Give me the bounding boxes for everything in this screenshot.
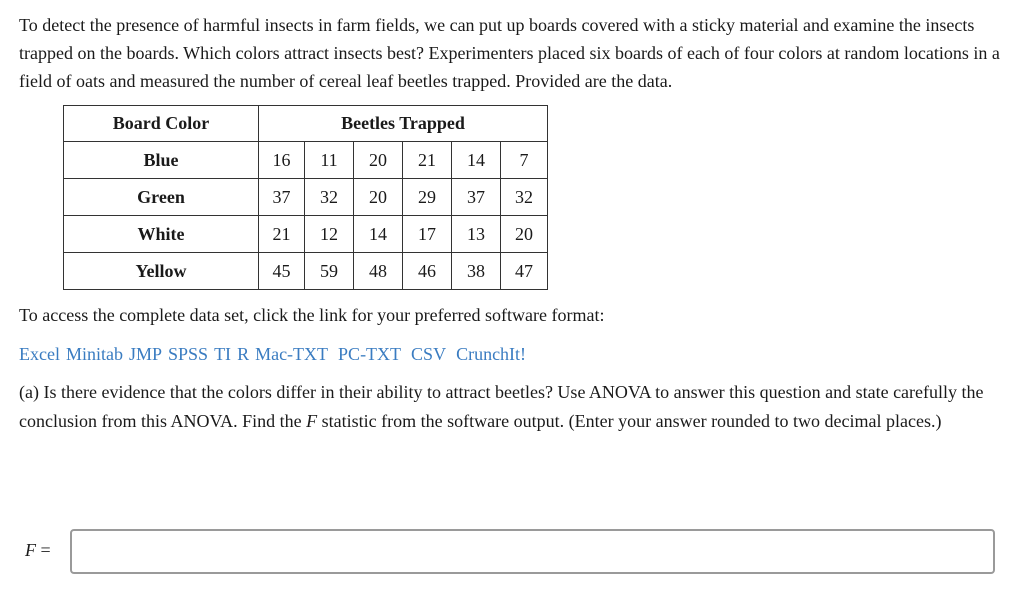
table-cell: 37 [259,179,305,216]
table-cell: 32 [305,179,354,216]
link-jmp[interactable]: JMP [128,344,163,364]
table-cell: 11 [305,142,354,179]
table-cell: 13 [452,216,501,253]
table-cell: 17 [403,216,452,253]
problem-intro: To detect the presence of harmful insects in farm fields, we can put up boards covered with a sticky material and examine the insects trapped on the boards. Which colors attract insects best? Experimenters placed six boards of each of four colors at random locations in a field of oats and measured the number of cereal leaf beetles trapped. Provided are the data. [19,15,1000,91]
link-mac-txt[interactable]: Mac-TXT [255,344,329,364]
table-cell: 16 [259,142,305,179]
table-cell: 21 [259,216,305,253]
beetle-data-table [63,105,548,290]
f-statistic-input[interactable] [70,529,995,574]
link-ti[interactable]: TI [214,344,232,364]
question-text-prefix: (a) Is there evidence that the colors differ in their ability to attract beetles? Use ANOVA to answer this question and state carefully the conclusion from this ANOVA. Find the [19,382,984,431]
link-excel[interactable]: Excel [19,344,60,364]
row-color-label: Blue [64,142,259,179]
table-cell: 14 [452,142,501,179]
table-row [64,216,548,253]
table-cell: 59 [305,253,354,290]
table-cell: 20 [354,142,403,179]
question-text-suffix: statistic from the software output. (Enter your answer rounded to two decimal places.) [317,411,942,431]
answer-label [25,540,51,561]
link-csv[interactable]: CSV [411,344,447,364]
table-cell: 45 [259,253,305,290]
table-cell: 7 [501,142,548,179]
table-row [64,142,548,179]
table-cell: 47 [501,253,548,290]
table-cell: 20 [354,179,403,216]
table-header-row [64,106,548,142]
table-cell: 37 [452,179,501,216]
row-color-label: Yellow [64,253,259,290]
access-instructions: To access the complete data set, click the link for your preferred software format: [19,305,605,325]
table-cell: 14 [354,216,403,253]
link-spss[interactable]: SPSS [168,344,209,364]
table-cell: 20 [501,216,548,253]
header-board-color: Board Color [64,106,259,142]
answer-equals: = [36,540,51,560]
table-cell: 21 [403,142,452,179]
link-minitab[interactable]: Minitab [65,344,123,364]
row-color-label: White [64,216,259,253]
table-cell: 48 [354,253,403,290]
table-cell: 46 [403,253,452,290]
header-beetles-trapped: Beetles Trapped [259,106,548,142]
link-crunchit[interactable]: CrunchIt! [456,344,527,364]
table-cell: 12 [305,216,354,253]
link-r[interactable]: R [237,344,250,364]
table-cell: 32 [501,179,548,216]
table-cell: 38 [452,253,501,290]
f-symbol: F [306,411,318,431]
table-cell: 29 [403,179,452,216]
link-pc-txt[interactable]: PC-TXT [338,344,402,364]
row-color-label: Green [64,179,259,216]
software-links [19,340,536,368]
table-row [64,253,548,290]
table-row [64,179,548,216]
answer-f-symbol: F [25,540,36,560]
question-part-a [19,378,1009,436]
